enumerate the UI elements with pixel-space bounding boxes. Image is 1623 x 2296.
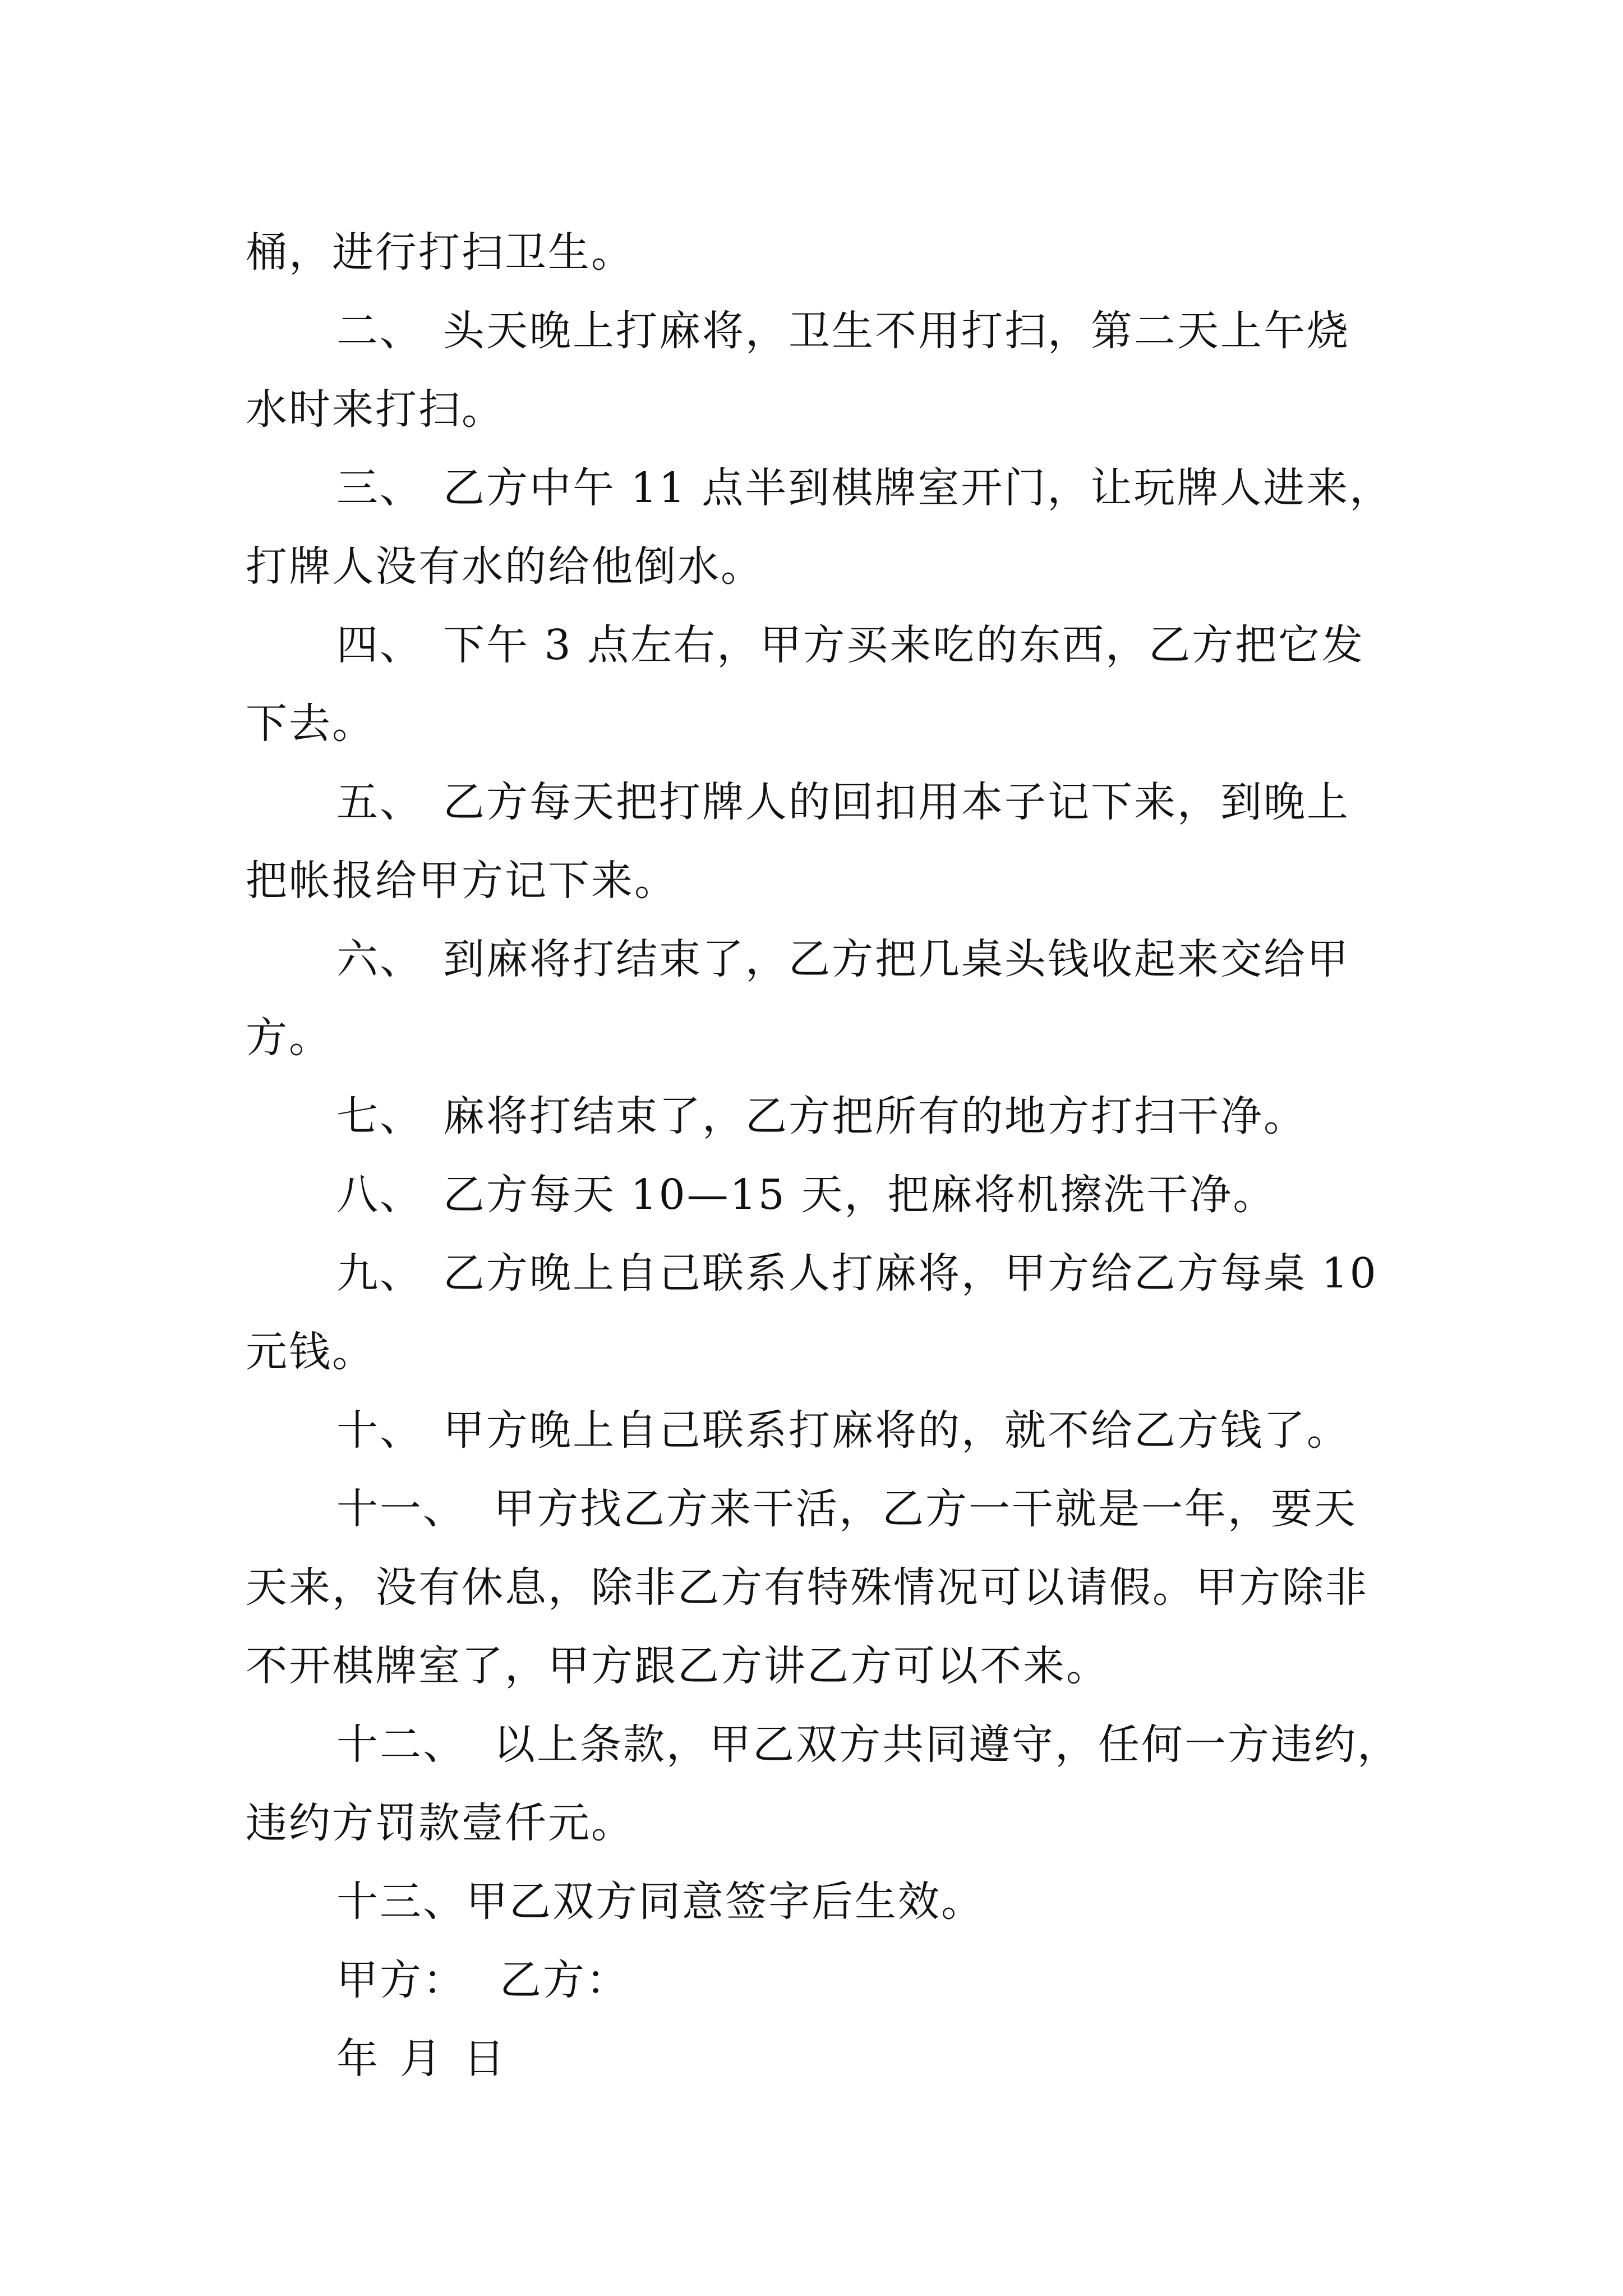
line-text: 下去。 bbox=[246, 700, 375, 748]
clause-5 bbox=[246, 763, 1390, 841]
clause-6 bbox=[246, 920, 1390, 999]
clause-10 bbox=[246, 1391, 1390, 1470]
clause-text: 乙方中午 11 点半到棋牌室开门，让玩牌人进来， bbox=[443, 464, 1393, 512]
clause-text: 到麻将打结束了，乙方把几桌头钱收起来交给甲 bbox=[443, 935, 1350, 983]
clause-4 bbox=[246, 606, 1390, 684]
clause-text: 甲方找乙方来干活，乙方一干就是一年，要天 bbox=[494, 1485, 1357, 1533]
date-line bbox=[246, 2019, 1390, 2098]
clause-3 bbox=[246, 449, 1393, 527]
line-text: 桶，进行打扫卫生。 bbox=[246, 228, 634, 277]
date-month: 月 bbox=[400, 2035, 443, 2083]
clause-9 bbox=[246, 1234, 1390, 1313]
date-day: 日 bbox=[463, 2035, 506, 2083]
date-year: 年 bbox=[336, 2035, 380, 2083]
paragraph-line bbox=[246, 1313, 1390, 1391]
paragraph-line bbox=[246, 1627, 1390, 1705]
clause-text: 以上条款，甲乙双方共同遵守，任何一方违约， bbox=[494, 1720, 1400, 1769]
clause-12 bbox=[246, 1705, 1400, 1784]
contract-body bbox=[246, 213, 1400, 2098]
clause-text: 下午 3 点左右，甲方买来吃的东西，乙方把它发 bbox=[443, 621, 1365, 669]
clause-number: 八、 bbox=[336, 1171, 423, 1219]
clause-text: 甲方晚上自己联系打麻将的，就不给乙方钱了。 bbox=[443, 1406, 1350, 1455]
clause-7 bbox=[246, 1077, 1390, 1156]
clause-text: 乙方晚上自己联系人打麻将，甲方给乙方每桌 10 bbox=[443, 1249, 1378, 1297]
clause-number: 九、 bbox=[336, 1249, 423, 1297]
line-text: 违约方罚款壹仟元。 bbox=[246, 1799, 634, 1847]
clause-number: 六、 bbox=[336, 935, 423, 983]
paragraph-line bbox=[246, 684, 1390, 763]
clause-number: 七、 bbox=[336, 1092, 423, 1140]
line-text: 元钱。 bbox=[246, 1328, 375, 1376]
party-b-label: 乙方： bbox=[500, 1956, 629, 2004]
clause-number: 四、 bbox=[336, 621, 423, 669]
clause-text: 乙方每天把打牌人的回扣用本子记下来，到晚上 bbox=[443, 778, 1350, 826]
line-text: 不开棋牌室了，甲方跟乙方讲乙方可以不来。 bbox=[246, 1642, 1109, 1690]
clause-text: 头天晚上打麻将，卫生不用打扫，第二天上午烧 bbox=[443, 307, 1350, 355]
line-text: 天来，没有休息，除非乙方有特殊情况可以请假。甲方除非 bbox=[246, 1563, 1368, 1612]
clause-number: 十一、 bbox=[336, 1485, 466, 1533]
clause-text: 乙方每天 10—15 天，把麻将机擦洗干净。 bbox=[443, 1171, 1276, 1219]
clause-text: 麻将打结束了，乙方把所有的地方打扫干净。 bbox=[443, 1092, 1307, 1140]
paragraph-line bbox=[246, 1548, 1390, 1627]
clause-number: 十、 bbox=[336, 1406, 423, 1455]
signature-line bbox=[246, 1941, 1390, 2019]
clause-8 bbox=[246, 1156, 1390, 1234]
clause-number: 二、 bbox=[336, 307, 423, 355]
clause-13 bbox=[246, 1862, 1390, 1941]
paragraph-line bbox=[246, 999, 1390, 1077]
party-a-label: 甲方： bbox=[336, 1956, 466, 2004]
clause-2 bbox=[246, 292, 1390, 370]
line-text: 把帐报给甲方记下来。 bbox=[246, 857, 677, 905]
line-text: 打牌人没有水的给他倒水。 bbox=[246, 542, 764, 591]
clause-text: 十三、甲乙双方同意签字后生效。 bbox=[336, 1878, 984, 1926]
clause-11 bbox=[246, 1470, 1390, 1548]
line-text: 方。 bbox=[246, 1014, 332, 1062]
clause-number: 十二、 bbox=[336, 1720, 466, 1769]
paragraph-line bbox=[246, 370, 1390, 449]
line-text: 水时来打扫。 bbox=[246, 385, 505, 434]
clause-number: 三、 bbox=[336, 464, 423, 512]
paragraph-line bbox=[246, 213, 1390, 292]
paragraph-line bbox=[246, 527, 1390, 606]
clause-number: 五、 bbox=[336, 778, 423, 826]
paragraph-line bbox=[246, 841, 1390, 920]
paragraph-line bbox=[246, 1784, 1390, 1862]
